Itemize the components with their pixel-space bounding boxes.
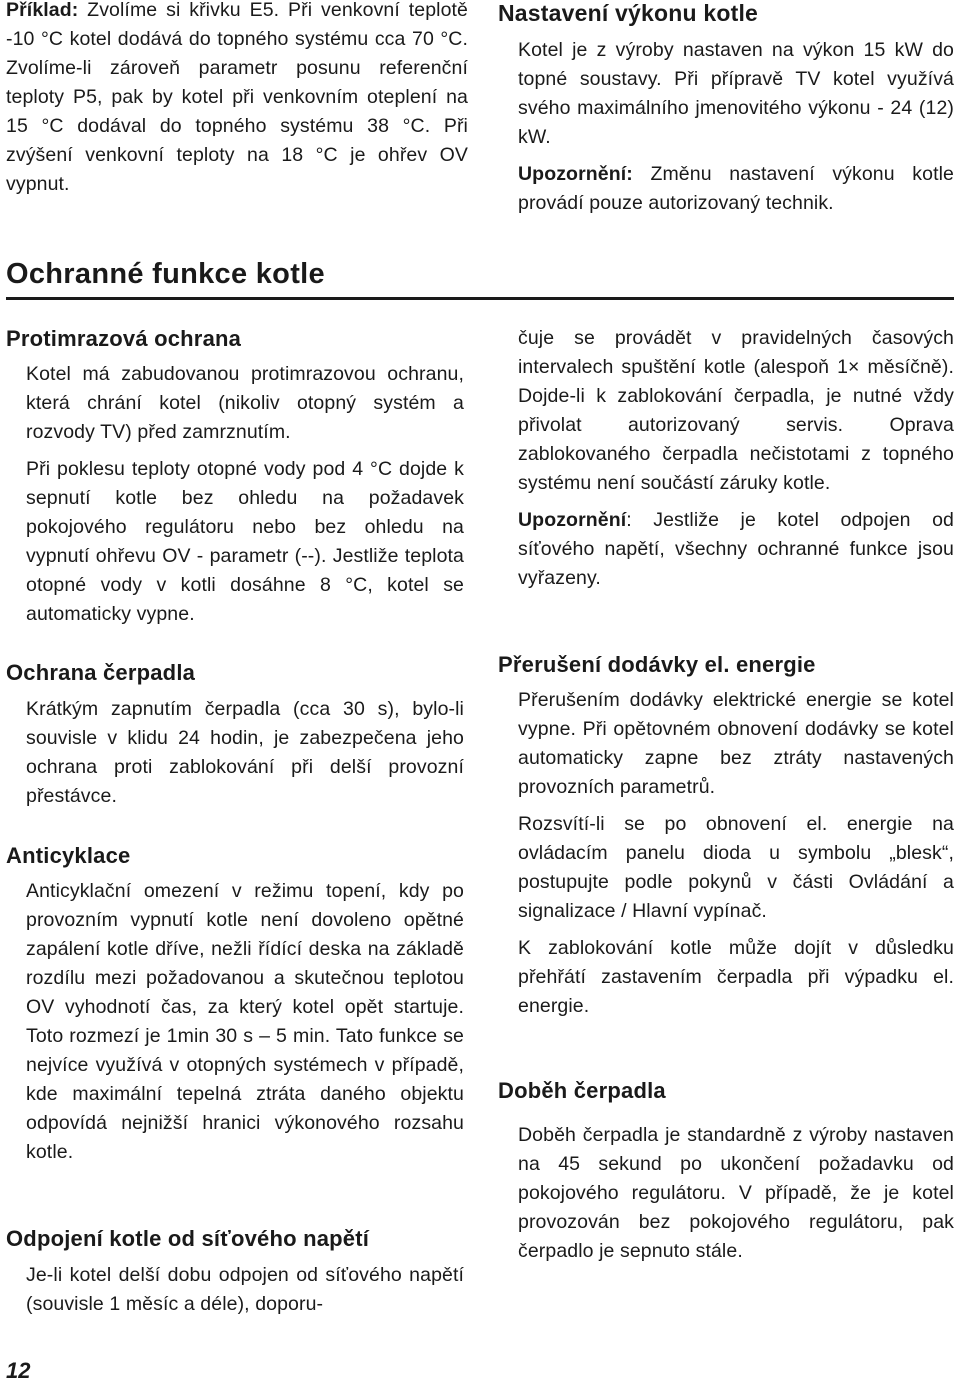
disconnect-body-right [518,324,954,601]
pump-overrun-text: Doběh čerpadla je standardně z výroby nastaven na 45 sekund po ukončení požadavku od pokojového regulátoru. V případě, že je kotel provozován bez pokojového regulátoru, pak čerpadlo je sepnuto stále. [518,1124,954,1262]
power-warning-label: Upozornění: [518,163,633,185]
frost-p2: Při poklesu teploty otopné vody pod 4 °C dojde k sepnutí kotle bez ohledu na požadavek pokojového regulátoru nebo bez ohledu na vypnutí ohřevu OV - parametr (--). Jestliže teplota otopné vody v kotli dosáhne 8 °C, kotel se automaticky vypne. [26,458,464,625]
power-outage-body [518,686,954,1029]
disconnect-warning-text: : Jestliže je kotel odpojen od síťového napětí, všechny ochranné funkce jsou vyřazeny. [518,509,954,589]
disconnect-warning [518,506,954,593]
disconnect-text-right: čuje se provádět v pravidelných časových intervalech spuštění kotle (alespoň 1× měsíčně). Dojde-li k zablokování čerpadla, je nutné vždy přivolat autorizovaný servis. Oprava zablokovaného čerpadla nečistotami z topného systému není součástí záruky kotle. [518,327,954,494]
section-title: Ochranné funkce kotle [6,258,325,290]
power-setting-heading: Nastavení výkonu kotle [498,0,759,26]
anticycle-text: Anticyklační omezení v režimu topení, kdy po provozním vypnutí kotle není dovoleno opětné zapálení kotle dříve, nežli řídící deska na základě rozdílu mezi požadovanou a skutečnou teplotou OV vyhodnotí čas, za který kotel opět startuje. Toto rozmezí je 1min 30 s – 5 min. Tato funkce se nejvíce využívá v otopných systémech v případě, kde maximální tepelná ztráta daného objektu odpovídá nejnižší hranici výkonového rozsahu kotle. [26,880,464,1163]
disconnect-text-left: Je-li kotel delší dobu odpojen od síťového napětí (souvisle 1 měsíc a déle), doporu- [26,1264,464,1315]
power-setting-body [518,36,954,226]
pump-protection-text: Krátkým zapnutím čerpadla (cca 30 s), bylo-li souvisle v klidu 24 hodin, je zabezpečena jeho ochrana proti zablokování při delší provozní přestávce. [26,698,464,807]
disconnect-warning-label: Upozornění [518,509,627,531]
section-divider [6,297,954,300]
power-outage-p3: K zablokování kotle může dojít v důsledku přehřátí zastavením čerpadla při výpadku el. energie. [518,937,954,1017]
example-label: Příklad: [6,0,79,21]
pump-protection-body [26,695,464,819]
example-text: Zvolíme si křivku E5. Při venkovní teplotě -10 °C kotel dodává do topného systému cca 70 °C. Zvolíme-li zároveň parametr posunu referenční teploty P5, pak by kotel při venkovním oteplení na 15 °C dodával do topného systému 38 °C. Při zvýšení venkovní teploty na 18 °C je ohřev OV vypnut. [6,0,468,195]
intro-example [6,0,468,207]
disconnect-heading: Odpojení kotle od síťového napětí [6,1226,370,1251]
power-setting-text: Kotel je z výroby nastaven na výkon 15 kW do topné soustavy. Při přípravě TV kotel využívá svého maximálního jmenovitého výkonu - 24 (12) kW. [518,39,954,148]
pump-overrun-body [518,1121,954,1274]
frost-body [26,360,464,637]
power-outage-p2: Rozsvítí-li se po obnovení el. energie na ovládacím panelu dioda u symbolu „blesk“, postupujte podle pokynů v části Ovládání a signalizace / Hlavní vypínač. [518,813,954,922]
power-setting-warning [518,160,954,218]
power-warning-text: Změnu nastavení výkonu kotle provádí pouze autorizovaný technik. [518,163,954,214]
power-outage-heading: Přerušení dodávky el. energie [498,652,816,677]
pump-overrun-heading: Doběh čerpadla [498,1078,666,1103]
frost-heading: Protimrazová ochrana [6,326,242,351]
frost-p1: Kotel má zabudovanou protimrazovou ochranu, která chrání kotel (nikoliv otopný systém a rozvody TV) před zamrznutím. [26,363,464,443]
pump-protection-heading: Ochrana čerpadla [6,660,196,685]
page-number: 12 [6,1358,31,1383]
intro-paragraph [6,0,468,199]
anticycle-heading: Anticyklace [6,843,131,868]
power-outage-p1: Přerušením dodávky elektrické energie se kotel vypne. Při opětovném obnovení dodávky se kotel automaticky zapne bez ztráty nastavených provozních parametrů. [518,689,954,798]
disconnect-body-left [26,1261,464,1327]
anticycle-body [26,877,464,1175]
